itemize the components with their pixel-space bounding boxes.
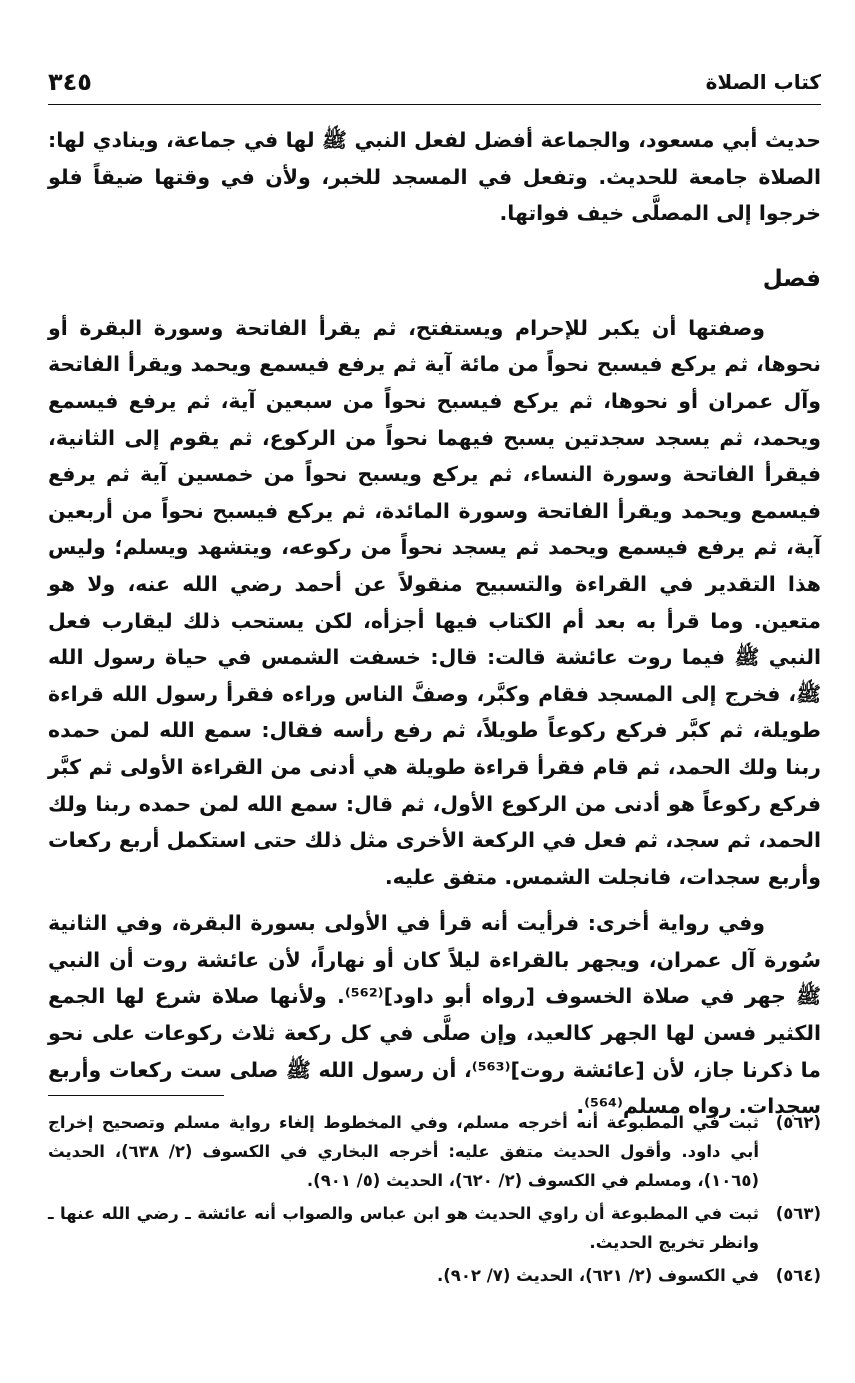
footnote-number: (٥٦٢)	[775, 1113, 821, 1132]
running-title: كتاب الصلاة	[705, 70, 821, 94]
paragraph-1: حديث أبي مسعود، والجماعة أفضل لفعل النبي ﷺ لها في جماعة، وينادي لها: الصلاة جامعة للحديث. وتفعل في المسجد للخبر، ولأن في وقتها ضيقاً فلو خرجوا إلى المصلَّى خيف فواتها.	[48, 128, 821, 226]
main-text	[48, 122, 821, 1125]
footnotes	[48, 1108, 821, 1294]
footnote	[48, 1261, 821, 1290]
footnote	[48, 1108, 821, 1195]
page-number: ٣٤٥	[48, 68, 92, 96]
paragraph-2: وصفتها أن يكبر للإحرام ويستفتح، ثم يقرأ الفاتحة وسورة البقرة أو نحوها، ثم يركع فيسبح نحواً من مائة آية ثم يرفع فيسمع ويحمد ويقرأ الفاتحة وآل عمران أو نحوها، ثم يركع فيسبح نحواً من سبعين آية، ثم يرفع فيسمع ويحمد، ثم يسجد سجدتين يسبح فيهما نحواً من الركوع، ثم يقوم إلى الثانية، فيقرأ الفاتحة وسورة النساء، ثم يركع ويسبح نحواً من خمسين آية ثم يرفع فيسمع ويحمد ويقرأ الفاتحة وسورة المائدة، ثم يركع فيسبح نحواً من أربعين آية، ثم يرفع فيسمع ويحمد ثم يسجد نحواً من ركوعه، ويتشهد ويسلم؛ وليس هذا التقدير في القراءة والتسبيح منقولاً عن أحمد رضي الله عنه، ولا هو متعين. وما قرأ به بعد أم الكتاب فيها أجزأه، لكن يستحب ذلك ليقارب فعل النبي ﷺ فيما روت عائشة قالت: قال: خسفت الشمس في حياة رسول الله ﷺ، فخرج إلى المسجد فقام وكبَّر، وصفَّ الناس وراءه فقرأ رسول الله قراءة طويلة، ثم كبَّر فركع ركوعاً طويلاً، ثم رفع رأسه فقال: سمع الله لمن حمده ربنا ولك الحمد، ثم قام فقرأ قراءة طويلة هي أدنى من القراءة الأولى ثم كبَّر فركع ركوعاً هو أدنى من الركوع الأول، ثم قال: سمع الله لمن حمده ربنا ولك الحمد، ثم سجد، ثم فعل في الركعة الأخرى مثل ذلك حتى استكمل أربع ركعات وأربع سجدات، فانجلت الشمس. متفق عليه.	[48, 315, 821, 889]
footnote-number: (٥٦٤)	[775, 1266, 821, 1285]
page-header	[48, 60, 821, 105]
book-page	[48, 0, 821, 1383]
paragraph-3: وفي رواية أخرى: فرأيت أنه قرأ في الأولى بسورة البقرة، وفي الثانية سُورة آل عمران، ويجهر بالقراءة ليلاً كان أو نهاراً، لأن عائشة روت أن النبي ﷺ جهر في صلاة الخسوف [رواه أبو داود]⁽⁵⁶²⁾. ولأنها صلاة شرع لها الجمع الكثير فسن لها الجهر كالعيد، وإن صلَّى في كل ركعة ثلاث ركوعات على نحو ما ذكرنا جاز، لأن [عائشة روت]⁽⁵⁶³⁾، أن رسول الله ﷺ صلى ست ركعات وأربع سجدات. رواه مسلم⁽⁵⁶⁴⁾.	[48, 911, 821, 1119]
footnote-text: في الكسوف (٢/ ٦٢١)، الحديث (٧/ ٩٠٢).	[436, 1266, 759, 1285]
footnote	[48, 1199, 821, 1257]
footnote-text: ثبت في المطبوعة أنه أخرجه مسلم، وفي المخطوط إلغاء رواية مسلم وتصحيح إخراج أبي داود. وأقول الحديث متفق عليه: أخرجه البخاري في الكسوف (٢/ ٦٣٨)، الحديث (١٠٦٥)، ومسلم في الكسوف (٢/ ٦٢٠)، الحديث (٥/ ٩٠١).	[48, 1113, 759, 1190]
footnote-text: ثبت في المطبوعة أن راوي الحديث هو ابن عباس والصواب أنه عائشة ـ رضي الله عنها ـ وانظر تخريج الحديث.	[48, 1204, 759, 1252]
footnote-number: (٥٦٣)	[775, 1204, 821, 1223]
footnote-divider	[48, 1095, 224, 1096]
section-heading: فصل	[762, 265, 821, 292]
